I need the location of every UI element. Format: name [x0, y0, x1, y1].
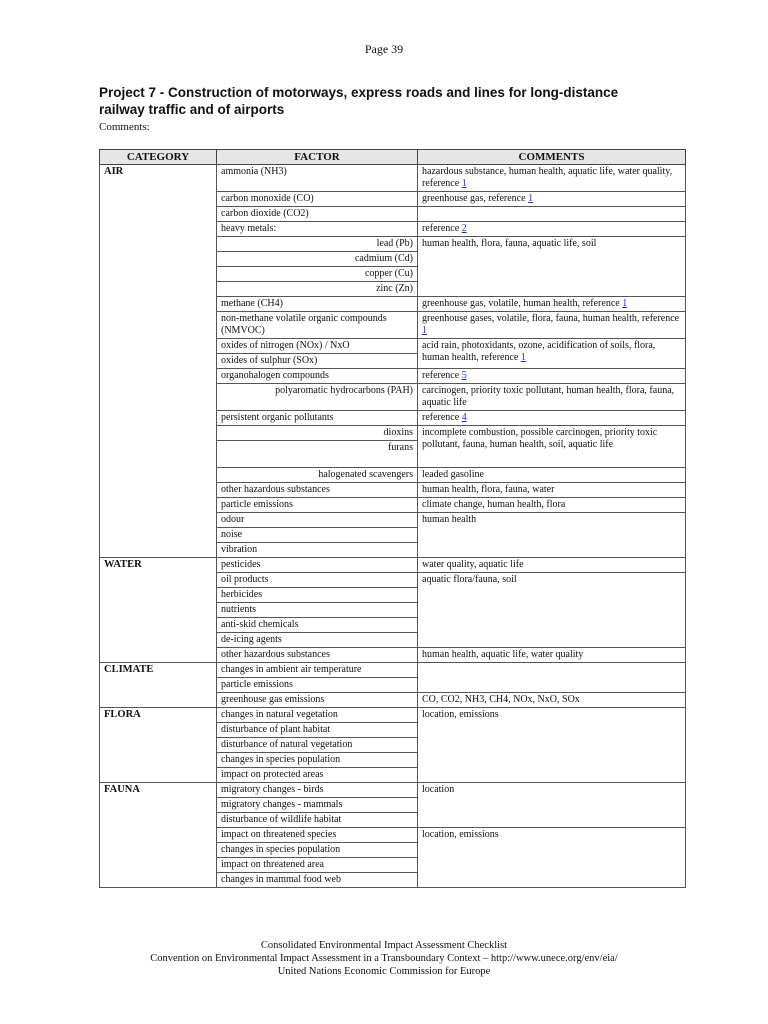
reference-link[interactable]: 5 [461, 370, 467, 381]
comment-cell: human health [418, 513, 686, 558]
category-climate: CLIMATE [100, 663, 217, 708]
factor-cell: carbon monoxide (CO) [217, 192, 418, 207]
comment-cell: aquatic flora/fauna, soil [418, 573, 686, 648]
comment-cell: carcinogen, priority toxic pollutant, human health, flora, fauna, aquatic life [418, 384, 686, 411]
comment-cell: reference 5 [418, 369, 686, 384]
factor-cell: carbon dioxide (CO2) [217, 207, 418, 222]
factor-cell: particle emissions [217, 498, 418, 513]
factor-cell: particle emissions [217, 678, 418, 693]
page-number: Page 39 [364, 42, 404, 56]
reference-link[interactable]: 1 [528, 193, 534, 204]
category-fauna: FAUNA [100, 783, 217, 888]
column-header-category: CATEGORY [100, 150, 217, 165]
factor-cell: impact on threatened area [217, 858, 418, 873]
comment-cell: reference 4 [418, 411, 686, 426]
factor-cell: greenhouse gas emissions [217, 693, 418, 708]
footer-line-2: Convention on Environmental Impact Assessment in a Transboundary Context – http://www.unece.org/env/eia/ [150, 953, 618, 964]
table-row [100, 663, 686, 678]
page-title [99, 84, 679, 118]
page-title-line-2: railway traffic and of airports [99, 102, 285, 117]
factor-cell: migratory changes - birds [217, 783, 418, 798]
factor-cell: zinc (Zn) [217, 282, 418, 297]
factor-cell: lead (Pb) [217, 237, 418, 252]
factor-cell: disturbance of natural vegetation [217, 738, 418, 753]
comment-cell: greenhouse gas, reference 1 [418, 192, 686, 207]
factor-cell: other hazardous substances [217, 648, 418, 663]
factor-cell: changes in ambient air temperature [217, 663, 418, 678]
table-row [100, 783, 686, 798]
comment-cell: leaded gasoline [418, 468, 686, 483]
checklist-table [99, 149, 686, 888]
factor-cell: dioxins [217, 426, 418, 441]
table-row [100, 708, 686, 723]
factor-cell: anti-skid chemicals [217, 618, 418, 633]
factor-cell: organohalogen compounds [217, 369, 418, 384]
category-water: WATER [100, 558, 217, 663]
comment-cell: incomplete combustion, possible carcinogen, priority toxic pollutant, fauna, human health, soil, aquatic life [418, 426, 686, 468]
factor-cell: vibration [217, 543, 418, 558]
factor-cell: herbicides [217, 588, 418, 603]
comment-cell: human health, aquatic life, water quality [418, 648, 686, 663]
factor-cell: cadmium (Cd) [217, 252, 418, 267]
factor-cell: changes in natural vegetation [217, 708, 418, 723]
comment-cell: hazardous substance, human health, aquatic life, water quality, reference 1 [418, 165, 686, 192]
factor-cell: ammonia (NH3) [217, 165, 418, 192]
factor-cell: disturbance of plant habitat [217, 723, 418, 738]
reference-link[interactable]: 2 [461, 223, 467, 234]
factor-cell: noise [217, 528, 418, 543]
reference-link[interactable]: 1 [520, 352, 526, 363]
comment-cell: human health, flora, fauna, water [418, 483, 686, 498]
factor-cell: copper (Cu) [217, 267, 418, 282]
footer-line-1: Consolidated Environmental Impact Assessment Checklist [260, 940, 508, 951]
factor-cell: halogenated scavengers [217, 468, 418, 483]
comment-cell: acid rain, photoxidants, ozone, acidification of soils, flora, human health, reference 1 [418, 339, 686, 369]
table-header-row [100, 150, 686, 165]
factor-cell: furans [217, 441, 418, 468]
factor-cell: impact on threatened species [217, 828, 418, 843]
factor-cell: impact on protected areas [217, 768, 418, 783]
reference-link[interactable]: 4 [461, 412, 467, 423]
comment-cell: greenhouse gases, volatile, flora, fauna, human health, reference 1 [418, 312, 686, 339]
column-header-comments: COMMENTS [418, 150, 686, 165]
reference-link[interactable]: 1 [461, 178, 467, 189]
factor-cell: migratory changes - mammals [217, 798, 418, 813]
factor-cell: pesticides [217, 558, 418, 573]
comment-cell: location [418, 783, 686, 828]
factor-cell: de-icing agents [217, 633, 418, 648]
factor-cell: heavy metals: [217, 222, 418, 237]
comment-cell: human health, flora, fauna, aquatic life, soil [418, 237, 686, 297]
comment-cell [418, 207, 686, 222]
factor-cell: disturbance of wildlife habitat [217, 813, 418, 828]
comment-cell: location, emissions [418, 708, 686, 783]
factor-cell: nutrients [217, 603, 418, 618]
comments-label: Comments: [99, 121, 150, 133]
page-footer [0, 939, 768, 978]
factor-cell: other hazardous substances [217, 483, 418, 498]
table-row [100, 558, 686, 573]
column-header-factor: FACTOR [217, 150, 418, 165]
factor-cell: non-methane volatile organic compounds (NMVOC) [217, 312, 418, 339]
factor-cell: persistent organic pollutants [217, 411, 418, 426]
category-air: AIR [100, 165, 217, 558]
factor-cell: odour [217, 513, 418, 528]
factor-cell: polyaromatic hydrocarbons (PAH) [217, 384, 418, 411]
comment-cell: CO, CO2, NH3, CH4, NOx, NxO, SOx [418, 693, 686, 708]
factor-cell: methane (CH4) [217, 297, 418, 312]
factor-cell: oil products [217, 573, 418, 588]
factor-cell: oxides of nitrogen (NOx) / NxO [217, 339, 418, 354]
comment-cell: location, emissions [418, 828, 686, 888]
comment-cell: water quality, aquatic life [418, 558, 686, 573]
footer-line-3: United Nations Economic Commission for Europe [277, 966, 491, 977]
table-row [100, 165, 686, 192]
factor-cell: changes in species population [217, 753, 418, 768]
factor-cell: changes in mammal food web [217, 873, 418, 888]
page-title-line-1: Project 7 - Construction of motorways, express roads and lines for long-distance [99, 85, 619, 100]
comment-cell [418, 663, 686, 693]
category-flora: FLORA [100, 708, 217, 783]
comment-cell: climate change, human health, flora [418, 498, 686, 513]
reference-link[interactable]: 1 [622, 298, 628, 309]
reference-link[interactable]: 1 [422, 325, 427, 336]
comment-cell: reference 2 [418, 222, 686, 237]
factor-cell: oxides of sulphur (SOx) [217, 354, 418, 369]
comment-cell: greenhouse gas, volatile, human health, reference 1 [418, 297, 686, 312]
factor-cell: changes in species population [217, 843, 418, 858]
